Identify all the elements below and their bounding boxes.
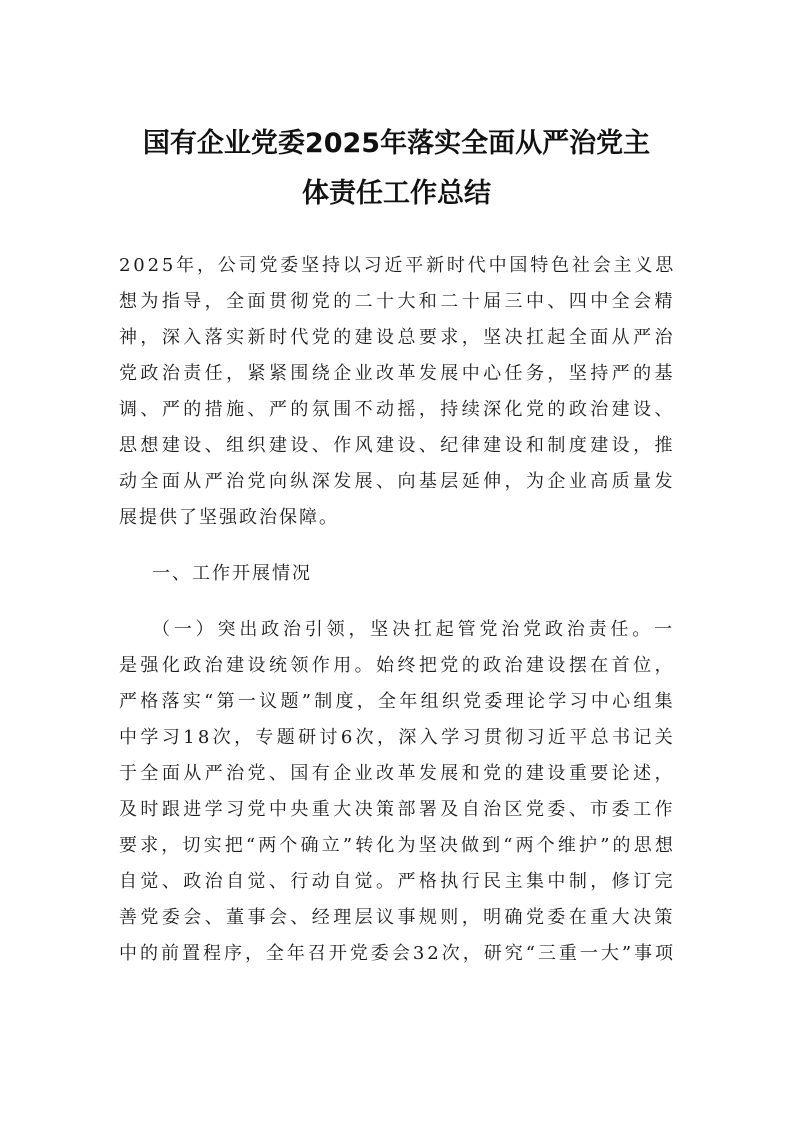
text-line [0, 828, 793, 864]
text-line-content: 中学习18次，专题研讨6次，深入学习贯彻习近平总书记关 [119, 727, 677, 748]
text-line-content: 于全面从严治党、国有企业改革发展和党的建设重要论述， [119, 763, 676, 784]
text-line [0, 900, 793, 936]
text-line [0, 792, 793, 828]
section-heading [0, 556, 793, 592]
text-line-content: 严格落实“第一议题”制度，全年组织党委理论学习中心组集 [119, 691, 676, 712]
text-line-content: 调、严的措施、严的氛围不动摇，持续深化党的政治建设、 [119, 399, 676, 420]
text-line-content: 党政治责任，紧紧围绕企业改革发展中心任务，坚持严的基 [119, 363, 676, 384]
text-line [0, 428, 793, 464]
text-line-content: 神，深入落实新时代党的建设总要求，坚决扛起全面从严治 [119, 327, 676, 348]
text-line-content: 2025年，公司党委坚持以习近平新时代中国特色社会主义思 [119, 255, 677, 276]
text-line-content: （一）突出政治引领，坚决扛起管党治党政治责任。一 [152, 619, 676, 640]
text-line [0, 936, 793, 972]
text-line [0, 284, 793, 320]
text-line-content: 想为指导，全面贯彻党的二十大和二十届三中、四中全会精 [119, 291, 676, 312]
text-line-content: 善党委会、董事会、经理层议事规则，明确党委在重大决策 [119, 907, 676, 928]
text-line-content: 动全面从严治党向纵深发展、向基层延伸，为企业高质量发 [119, 471, 676, 492]
text-line-content: 展提供了坚强政治保障。 [119, 507, 339, 528]
text-line [0, 500, 793, 536]
text-line [0, 356, 793, 392]
text-line [0, 756, 793, 792]
text-line [0, 648, 793, 684]
section-heading-text: 一、工作开展情况 [152, 563, 312, 584]
text-line-content: 思想建设、组织建设、作风建设、纪律建设和制度建设，推 [119, 435, 676, 456]
text-line [0, 720, 793, 756]
text-line [0, 864, 793, 900]
text-line-content: 要求，切实把“两个确立”转化为坚决做到“两个维护”的思想 [119, 835, 677, 856]
text-line-content: 及时跟进学习党中央重大决策部署及自治区党委、市委工作 [119, 799, 676, 820]
text-line [0, 612, 793, 648]
text-line [0, 248, 793, 284]
document-title-line-1: 国有企业党委2025年落实全面从严治党主 [142, 128, 651, 159]
text-line [0, 684, 793, 720]
text-line [0, 320, 793, 356]
document-title-line-2: 体责任工作总结 [302, 178, 491, 209]
text-line-content: 自觉、政治自觉、行动自觉。严格执行民主集中制，修订完 [119, 871, 676, 892]
text-line-content: 是强化政治建设统领作用。始终把党的政治建设摆在首位， [119, 655, 676, 676]
text-line [0, 464, 793, 500]
text-line [0, 392, 793, 428]
text-line-content: 中的前置程序，全年召开党委会32次，研究“三重一大”事项 [119, 943, 677, 964]
